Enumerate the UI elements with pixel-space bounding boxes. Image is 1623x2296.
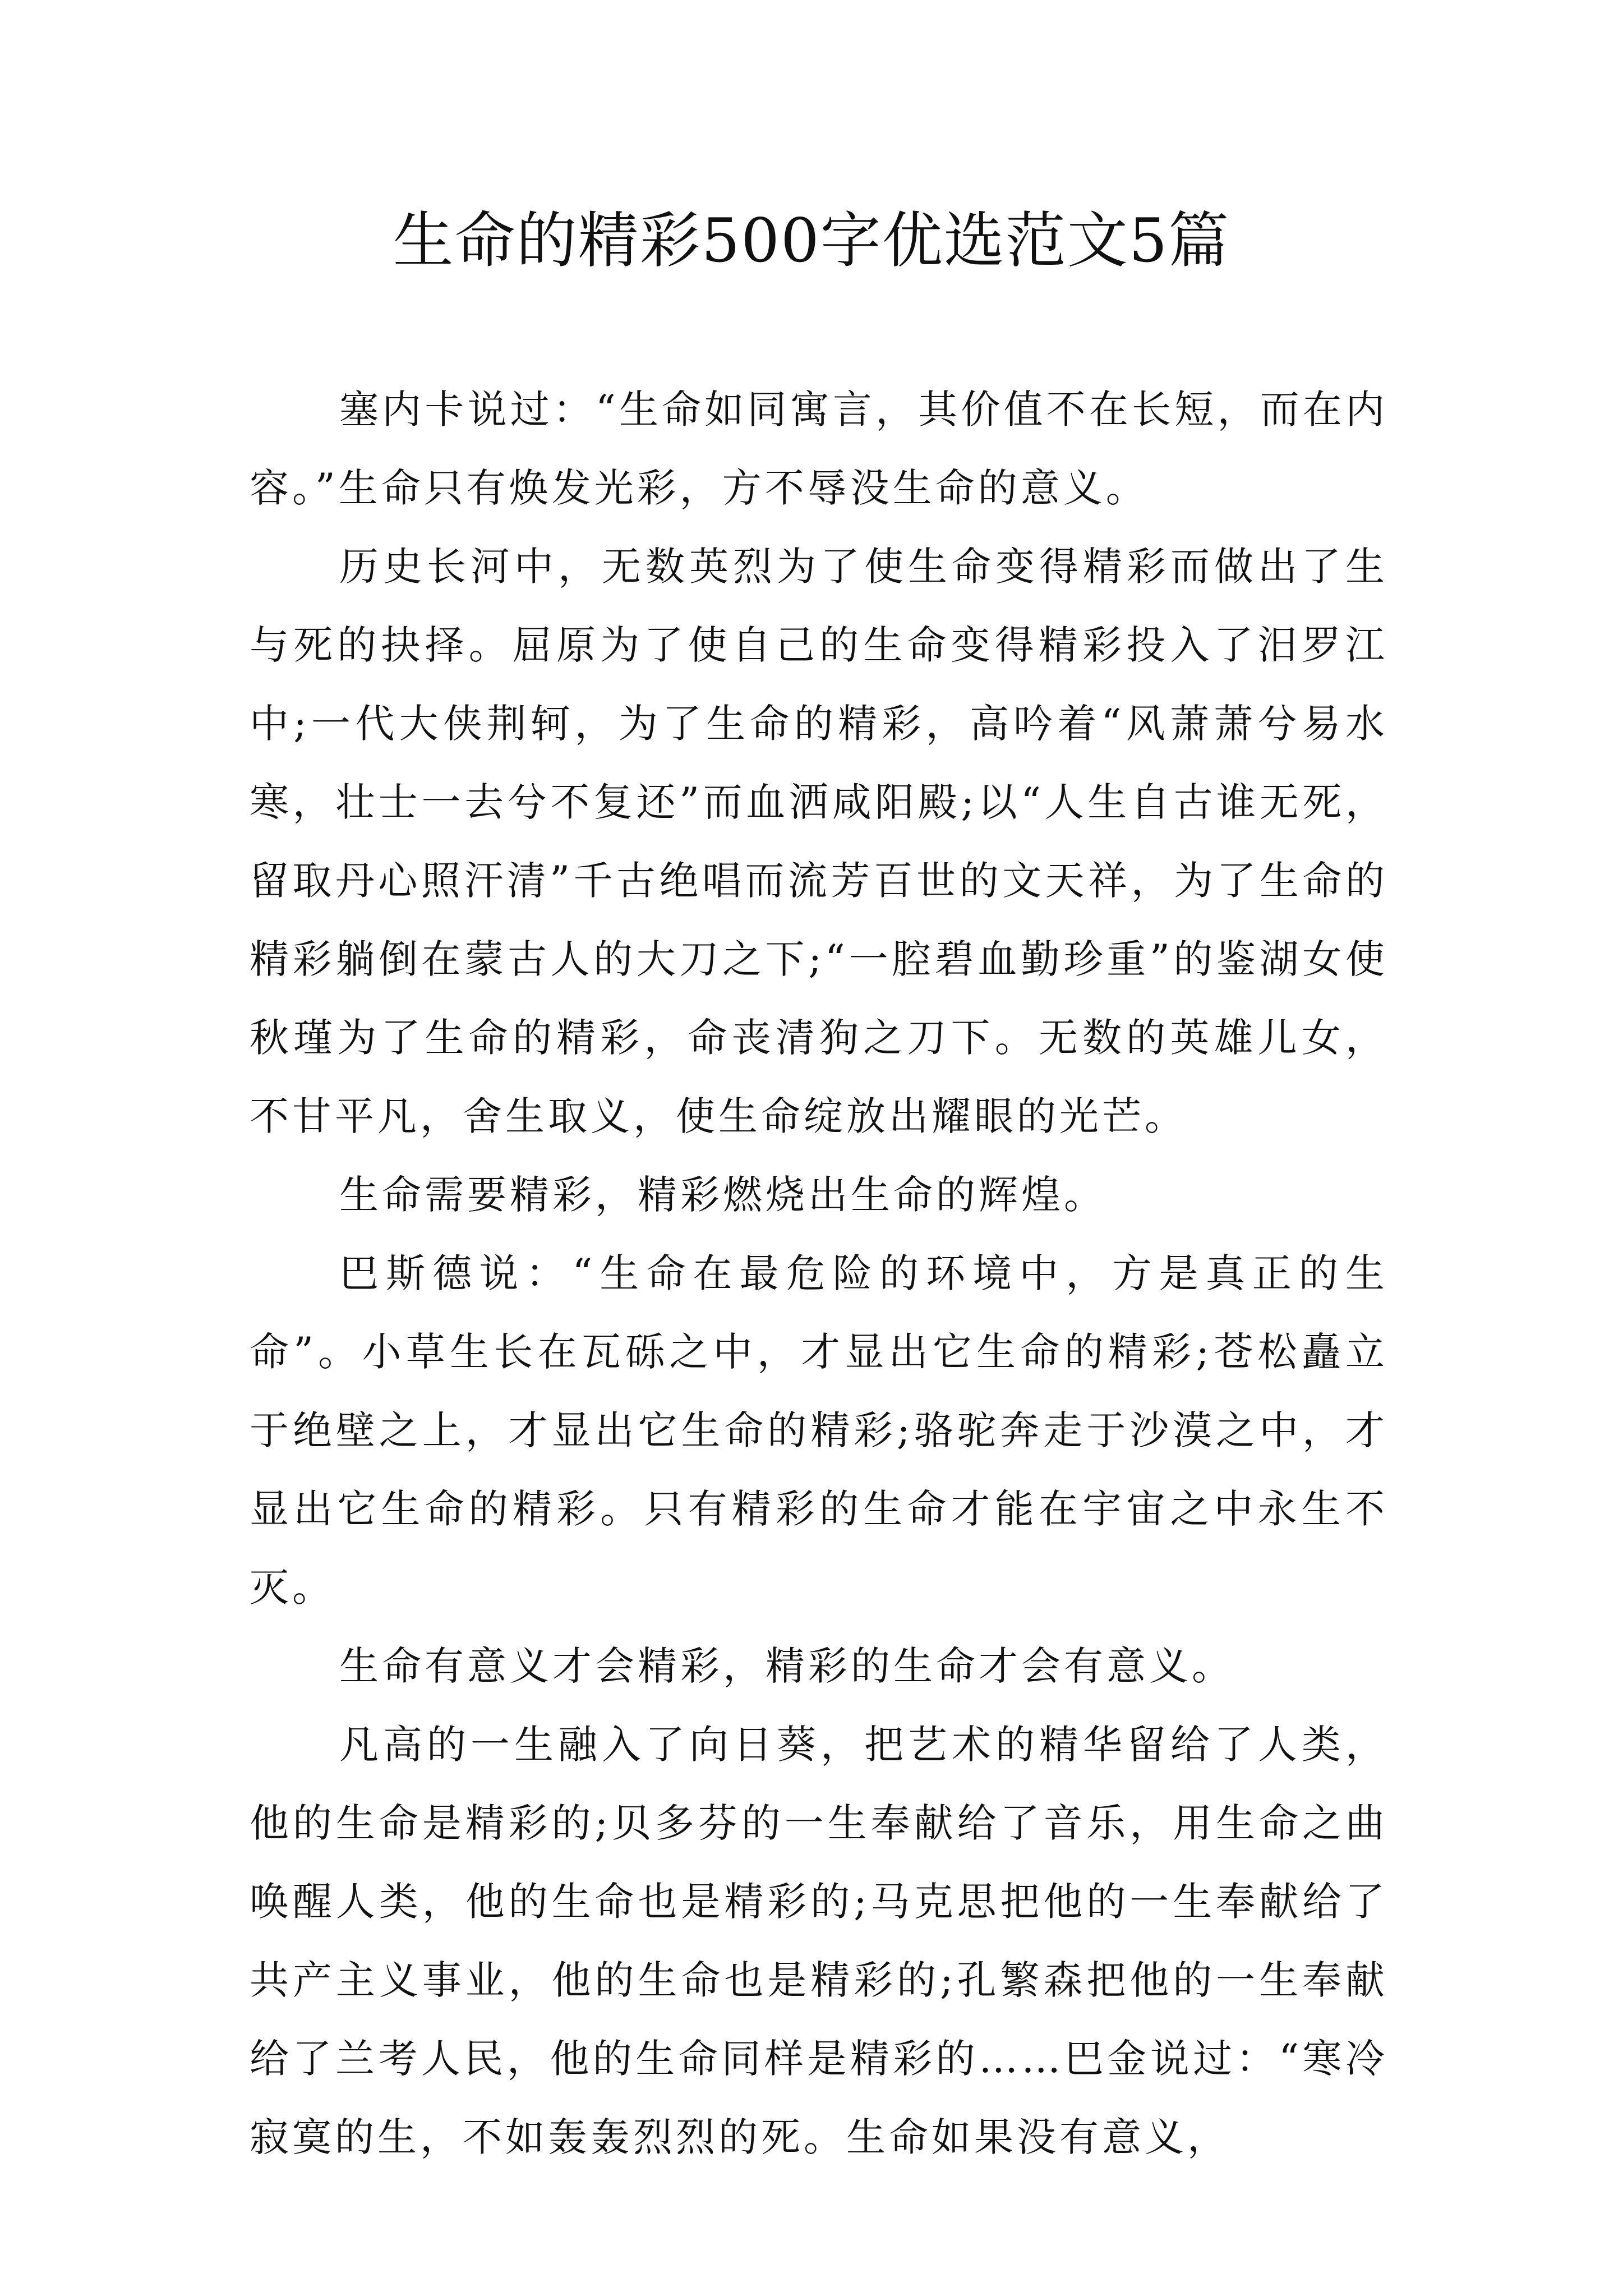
paragraph-3: 生命需要精彩，精彩燃烧出生命的辉煌。: [339, 1172, 1106, 1218]
document-title: 生命的精彩500字优选范文5篇: [393, 206, 1230, 276]
paragraph-2: 历史长河中，无数英烈为了使生命变得精彩而做出了生与死的抉择。屈原为了使自己的生命变得精彩投入了汨罗江中;一代大侠荆轲，为了生命的精彩，高吟着“风萧萧兮易水寒，壮士一去兮不复还”而血洒咸阳殿;以“人生自古谁无死，留取丹心照汗清”千古绝唱而流芳百世的文天祥，为了生命的精彩躺倒在蒙古人的大刀之下;“一腔碧血勤珍重”的鉴湖女使秋瑾为了生命的精彩，命丧清狗之刀下。无数的英雄儿女，不甘平凡，舍生取义，使生命绽放出耀眼的光芒。: [250, 544, 1388, 1139]
paragraph-4: 巴斯德说：“生命在最危险的环境中，方是真正的生命”。小草生长在瓦砾之中，才显出它生命的精彩;苍松矗立于绝壁之上，才显出它生命的精彩;骆驼奔走于沙漠之中，才显出它生命的精彩。只有精彩的生命才能在宇宙之中永生不灭。: [250, 1250, 1388, 1611]
paragraph-1: 塞内卡说过：“生命如同寓言，其价值不在长短，而在内容。”生命只有焕发光彩，方不辱没生命的意义。: [250, 386, 1388, 511]
paragraph-6: 凡高的一生融入了向日葵，把艺术的精华留给了人类，他的生命是精彩的;贝多芬的一生奉献给了音乐，用生命之曲唤醒人类，他的生命也是精彩的;马克思把他的一生奉献给了共产主义事业，他的生命也是精彩的;孔繁森把他的一生奉献给了兰考人民，他的生命同样是精彩的……巴金说过：“寒冷寂寞的生，不如轰轰烈烈的死。生命如果没有意义，: [250, 1722, 1388, 2160]
document-body: [250, 370, 1388, 2177]
paragraph-5: 生命有意义才会精彩，精彩的生命才会有意义。: [339, 1643, 1234, 1689]
